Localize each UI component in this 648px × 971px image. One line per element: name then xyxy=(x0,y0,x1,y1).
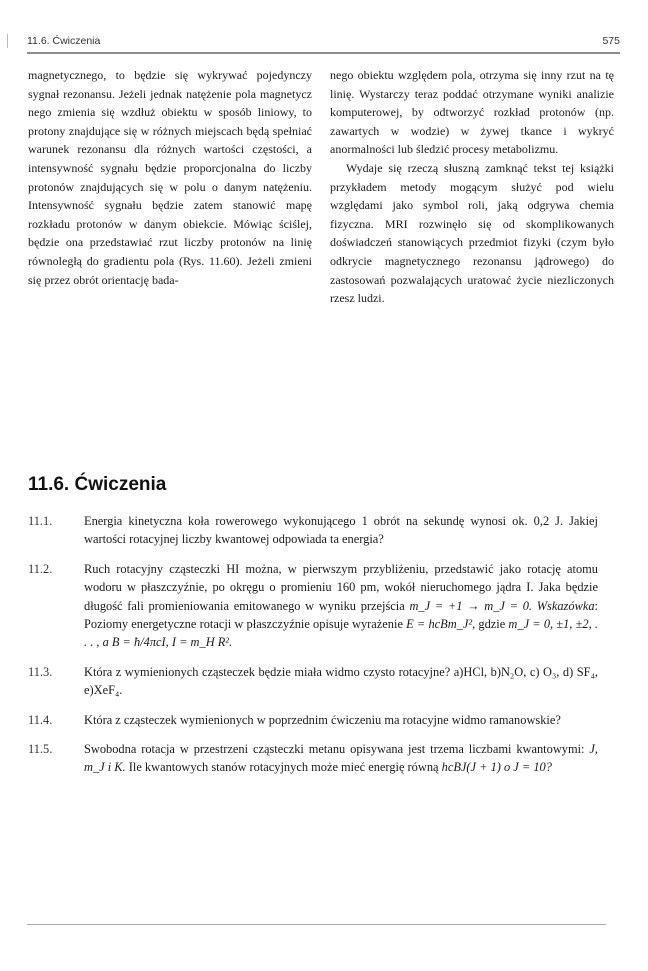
exercise-text-part: : Poziomy energetyczne rotacji w płaszczyźnie opisuje wyrażenie xyxy=(84,598,598,632)
left-column xyxy=(28,66,312,308)
exercise-number: 11.1. xyxy=(28,514,53,528)
hint-label: Wskazówka xyxy=(536,598,595,613)
exercise-text xyxy=(84,740,598,777)
transition-formula: m_J = +1 → m_J = 0. xyxy=(409,598,532,613)
exercise-text xyxy=(84,560,598,652)
exercise-text: Która z wymienionych cząsteczek będzie miała widmo czysto rotacyjne? a)HCl, b)N₂O, c) O₃, d) SF₄, e)XeF₄. xyxy=(84,664,598,698)
exercise-text-part: gdzie xyxy=(475,617,509,632)
quantum-numbers-formula: J, m_J i K. xyxy=(84,742,598,775)
right-paragraph-2: Wydaje się rzeczą słuszną zamknąć tekst tej książki przykładem metody mogącym służyć pod wielu względami jako symbol roli, jaką odgrywa chemia fizyczna. MRI rozwinęło się od skomplikowanych doświadczeń stanowiących przedmiot fizyki (czym było odkrycie magnetycznego rezonansu jądrowego) do zastosowań pozwalających uratować życie niezliczonych rzesz ludzi. xyxy=(330,160,614,306)
exercise-number: 11.5. xyxy=(28,742,53,757)
exercise-number: 11.2. xyxy=(28,561,53,576)
left-paragraph: magnetycznego, to będzie się wykrywać pojedynczy sygnał rezonansu. Jeżeli jednak natężenie pola magnetycz nego zmienia się wzdłuż obiektu w sposób liniowy, to protony znajdujące się w różnych miejscach będą spełniać warunek rezonansu dla różnych wartości częstości, a intensywność sygnału będzie proporcjonalna do liczby protonów znajdujących się w polu o danym natężeniu. Intensywność sygnału będzie zatem stanowić mapę rozkładu protonów w danym obiekcie. Mówiąc ściślej, będzie ona przedstawiać rzut liczby protonów na linię równoległą do gradientu pola (Rys. 11.60). Jeżeli zmieni się przez obrót orientację bada- xyxy=(28,68,312,287)
exercise-text: Która z cząsteczek wymienionych w poprzednim ćwiczeniu ma rotacyjne widmo ramanowskie? xyxy=(84,712,561,727)
exercise-item xyxy=(28,560,598,652)
conditions-formula: m_J = 0, ±1, ±2, . . . , a B = ħ/4πcI, I = m_H R². xyxy=(84,617,598,650)
section-label: 11.6. Ćwiczenia xyxy=(27,35,101,47)
exercise-text: Energia kinetyczna koła rowerowego wykonującego 1 obrót na sekundę wynosi ok. 0,2 J. Jakiej wartości rotacyjnej liczby kwantowej odpowiada ta energia? xyxy=(84,514,598,547)
energy-formula: hcBJ(J + 1) o J = 10? xyxy=(441,760,552,775)
exercise-number: 11.3. xyxy=(28,664,53,679)
energy-formula: E = hcBm_J², xyxy=(406,617,476,632)
exercise-item xyxy=(28,512,598,549)
exercise-item xyxy=(28,663,598,700)
running-head xyxy=(27,35,620,47)
header-rule xyxy=(27,52,620,54)
exercise-list xyxy=(28,512,598,788)
right-column xyxy=(330,66,614,308)
exercise-text-part: Swobodna rotacja w przestrzeni cząsteczki metanu opisywana jest trzema liczbami kwantowymi: xyxy=(84,742,590,757)
margin-tick xyxy=(7,34,8,48)
exercise-number: 11.4. xyxy=(28,712,53,727)
exercise-item xyxy=(28,711,598,729)
footer-rule xyxy=(27,924,606,925)
exercise-text-part: Ruch rotacyjny cząsteczki HI można, w pierwszym przybliżeniu, przedstawić jako rotację atomu wodoru w płaszczyźnie, po okręgu o promieniu 160 pm, wokół nieruchomego jądra I. Jaka będzie długość fali promieniowania emitowanego w wyniku przejścia xyxy=(84,561,598,613)
exercise-item xyxy=(28,740,598,777)
two-column-body xyxy=(28,66,615,308)
page-number: 575 xyxy=(602,35,620,47)
section-title: 11.6. Ćwiczenia xyxy=(28,474,167,495)
exercise-text-part: Ile kwantowych stanów rotacyjnych może mieć energię równą xyxy=(125,760,442,775)
right-paragraph-1: nego obiektu względem pola, otrzyma się inny rzut na tę linię. Wystarczy teraz poddać otrzymane wyniki analizie komputerowej, by odtworzyć rozkład protonów (np. zawartych w wodzie) w żywej tkance i wykryć anormalności lub śledzić procesy metabolizmu. xyxy=(330,68,614,157)
